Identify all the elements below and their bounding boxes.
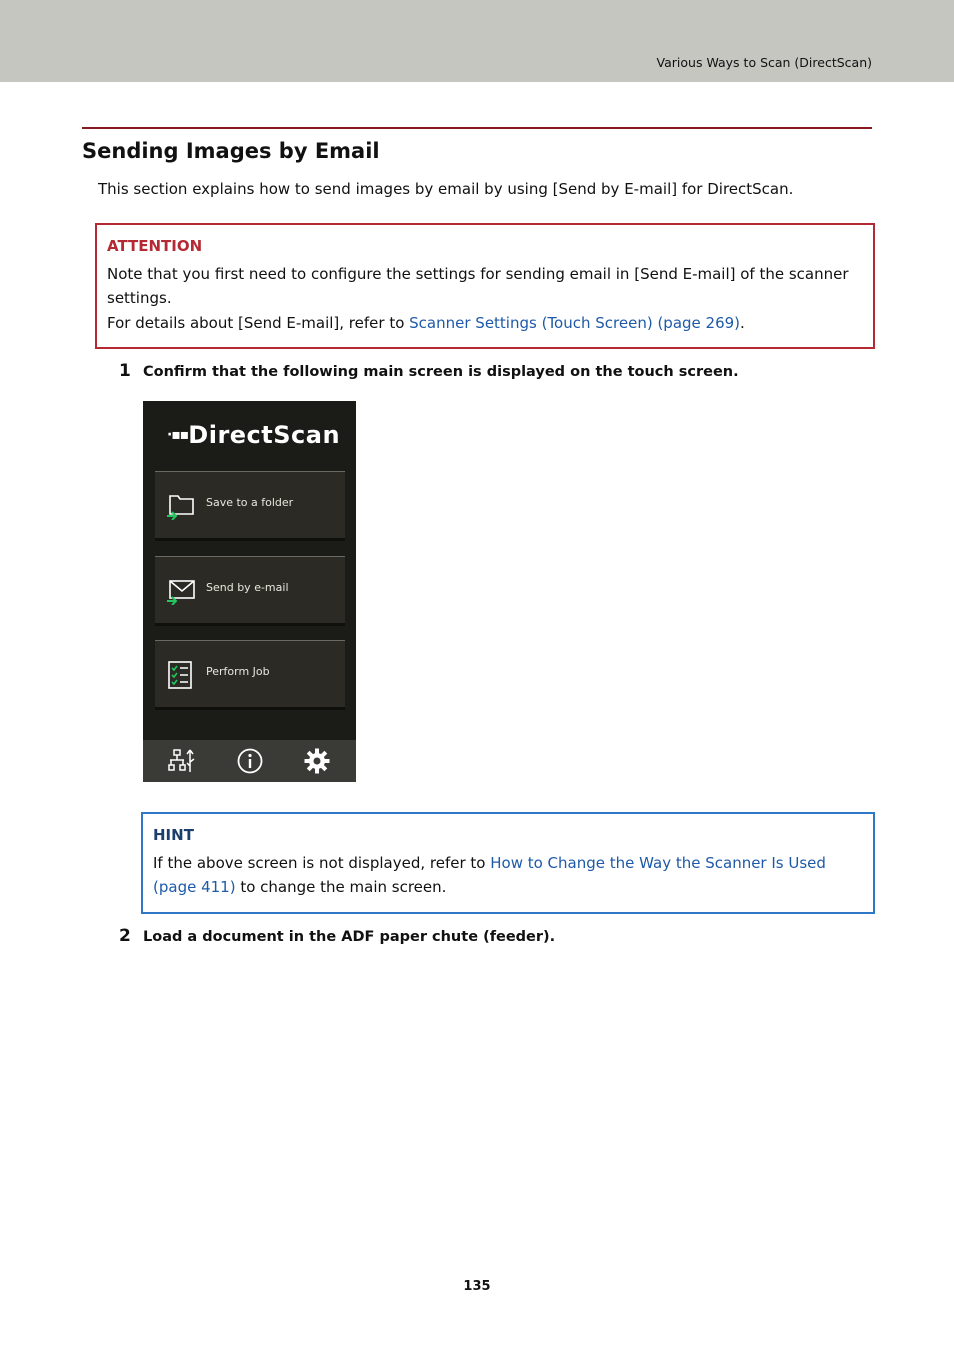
info-icon[interactable] (236, 748, 264, 774)
touch-screen-image (143, 401, 356, 782)
logo-text: DirectScan (188, 421, 341, 449)
checklist-icon (167, 659, 195, 689)
menu-item-save-folder[interactable] (155, 471, 345, 541)
hint-suffix: to change the main screen. (235, 878, 447, 896)
logo-dots-icon: ·▪▪ (167, 427, 189, 443)
scanner-settings-link[interactable]: Scanner Settings (Touch Screen) (page 269) (409, 314, 741, 332)
attention-text-1: Note that you first need to configure the settings for sending email in [Send E-mail] of the scanner settings. (107, 265, 849, 307)
intro-text: This section explains how to send images by email by using [Send by E-mail] for DirectScan. (98, 180, 794, 198)
hint-box (141, 812, 875, 914)
step-2-number: 2 (119, 926, 131, 946)
step-2-text: Load a document in the ADF paper chute (feeder). (143, 929, 556, 945)
section-title: Sending Images by Email (82, 139, 380, 163)
page-number: 135 (463, 1279, 491, 1294)
running-title: Various Ways to Scan (DirectScan) (656, 55, 872, 70)
hint-heading: HINT (153, 826, 194, 844)
menu-item-send-email[interactable] (155, 556, 345, 626)
device-bottom-bar (143, 740, 356, 782)
hint-text (153, 851, 843, 899)
hint-prefix: If the above screen is not displayed, refer to (153, 854, 491, 872)
envelope-arrow-icon (167, 575, 195, 605)
attention-heading: ATTENTION (107, 237, 203, 255)
menu-label-perform-job: Perform Job (206, 665, 270, 678)
directscan-logo (167, 421, 340, 449)
network-usb-icon[interactable] (168, 748, 196, 774)
folder-arrow-icon (167, 490, 195, 520)
attention-suffix: . (740, 314, 745, 332)
gear-icon[interactable] (303, 748, 331, 774)
attention-text-2 (107, 311, 857, 335)
change-main-screen-link[interactable]: How to Change the Way the Scanner Is Used (page 411) (153, 854, 826, 896)
title-rule (82, 127, 872, 129)
menu-label-save-folder: Save to a folder (206, 496, 294, 509)
attention-prefix: For details about [Send E-mail], refer to (107, 314, 410, 332)
step-1-text: Confirm that the following main screen is displayed on the touch screen. (143, 364, 739, 380)
attention-box (95, 223, 875, 349)
step-1-number: 1 (119, 361, 131, 381)
menu-label-send-email: Send by e-mail (206, 581, 289, 594)
menu-item-perform-job[interactable] (155, 640, 345, 710)
